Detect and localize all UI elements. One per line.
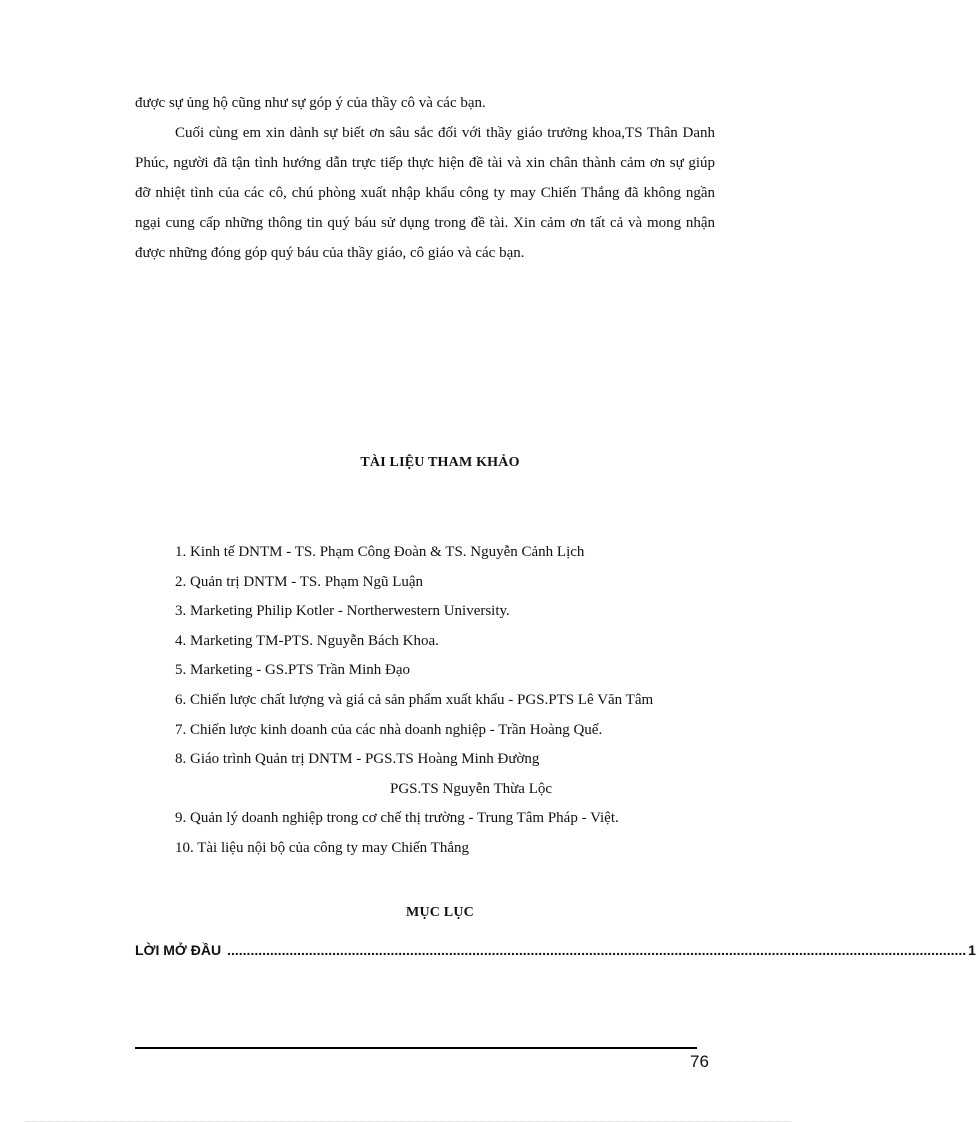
reference-item: 7. Chiến lược kinh doanh của các nhà doanh nghiệp - Trần Hoàng Quế. (175, 721, 603, 738)
page-bottom-border (25, 1121, 791, 1122)
reference-item: 2. Quản trị DNTM - TS. Phạm Ngũ Luận (175, 573, 424, 590)
toc-title: MỤC LỤC (406, 905, 474, 920)
body-paragraph-2: Cuối cùng em xin dành sự biết ơn sâu sắc đối với thầy giáo trưởng khoa,TS Thân Danh Phúc, người đã tận tình hướng dẫn trực tiếp thực hiện đề tài và xin chân thành cảm ơn sự giúp đỡ nhiệt tình của các cô, chú phòng xuất nhập khẩu công ty may Chiến Thắng đã không ngần ngại cung cấp những thông tin quý báu sử dụng trong đề tài. Xin cảm ơn tất cả và mong nhận được những đóng góp quý báu của thầy giáo, cô giáo và các bạn. (135, 125, 715, 261)
reference-item-continuation: PGS.TS Nguyễn Thừa Lộc (390, 780, 553, 797)
reference-item: 1. Kinh tế DNTM - TS. Phạm Công Đoàn & TS. Nguyễn Cảnh Lịch (175, 544, 585, 560)
reference-item: 9. Quản lý doanh nghiệp trong cơ chế thị trường - Trung Tâm Pháp - Việt. (175, 810, 619, 827)
references-list (135, 538, 715, 864)
toc-entry-page: 1 (968, 942, 976, 958)
reference-item: 8. Giáo trình Quản trị DNTM - PGS.TS Hoàng Minh Đường (175, 751, 540, 768)
reference-item: 4. Marketing TM-PTS. Nguyễn Bách Khoa. (175, 632, 439, 649)
reference-item: 6. Chiến lược chất lượng và giá cả sản phẩm xuất khẩu - PGS.PTS Lê Văn Tâm (175, 691, 654, 708)
toc-entry-leader: .............................................................................................................................................................................................. (227, 942, 967, 958)
references-title: TÀI LIỆU THAM KHẢO (360, 455, 520, 470)
toc-entry-label: LỜI MỞ ĐẦU (135, 942, 222, 958)
reference-item: 10. Tài liệu nội bộ của công ty may Chiến Thắng (175, 839, 469, 856)
page-number: 76 (690, 1052, 709, 1071)
reference-item: 5. Marketing - GS.PTS Trần Minh Đạo (175, 662, 411, 679)
reference-item: 3. Marketing Philip Kotler - Northerwestern University. (175, 603, 510, 620)
toc-entry[interactable] (135, 940, 976, 960)
body-paragraph-1: được sự ủng hộ cũng như sự góp ý của thầy cô và các bạn. (135, 95, 486, 111)
footer-divider (135, 1047, 697, 1049)
